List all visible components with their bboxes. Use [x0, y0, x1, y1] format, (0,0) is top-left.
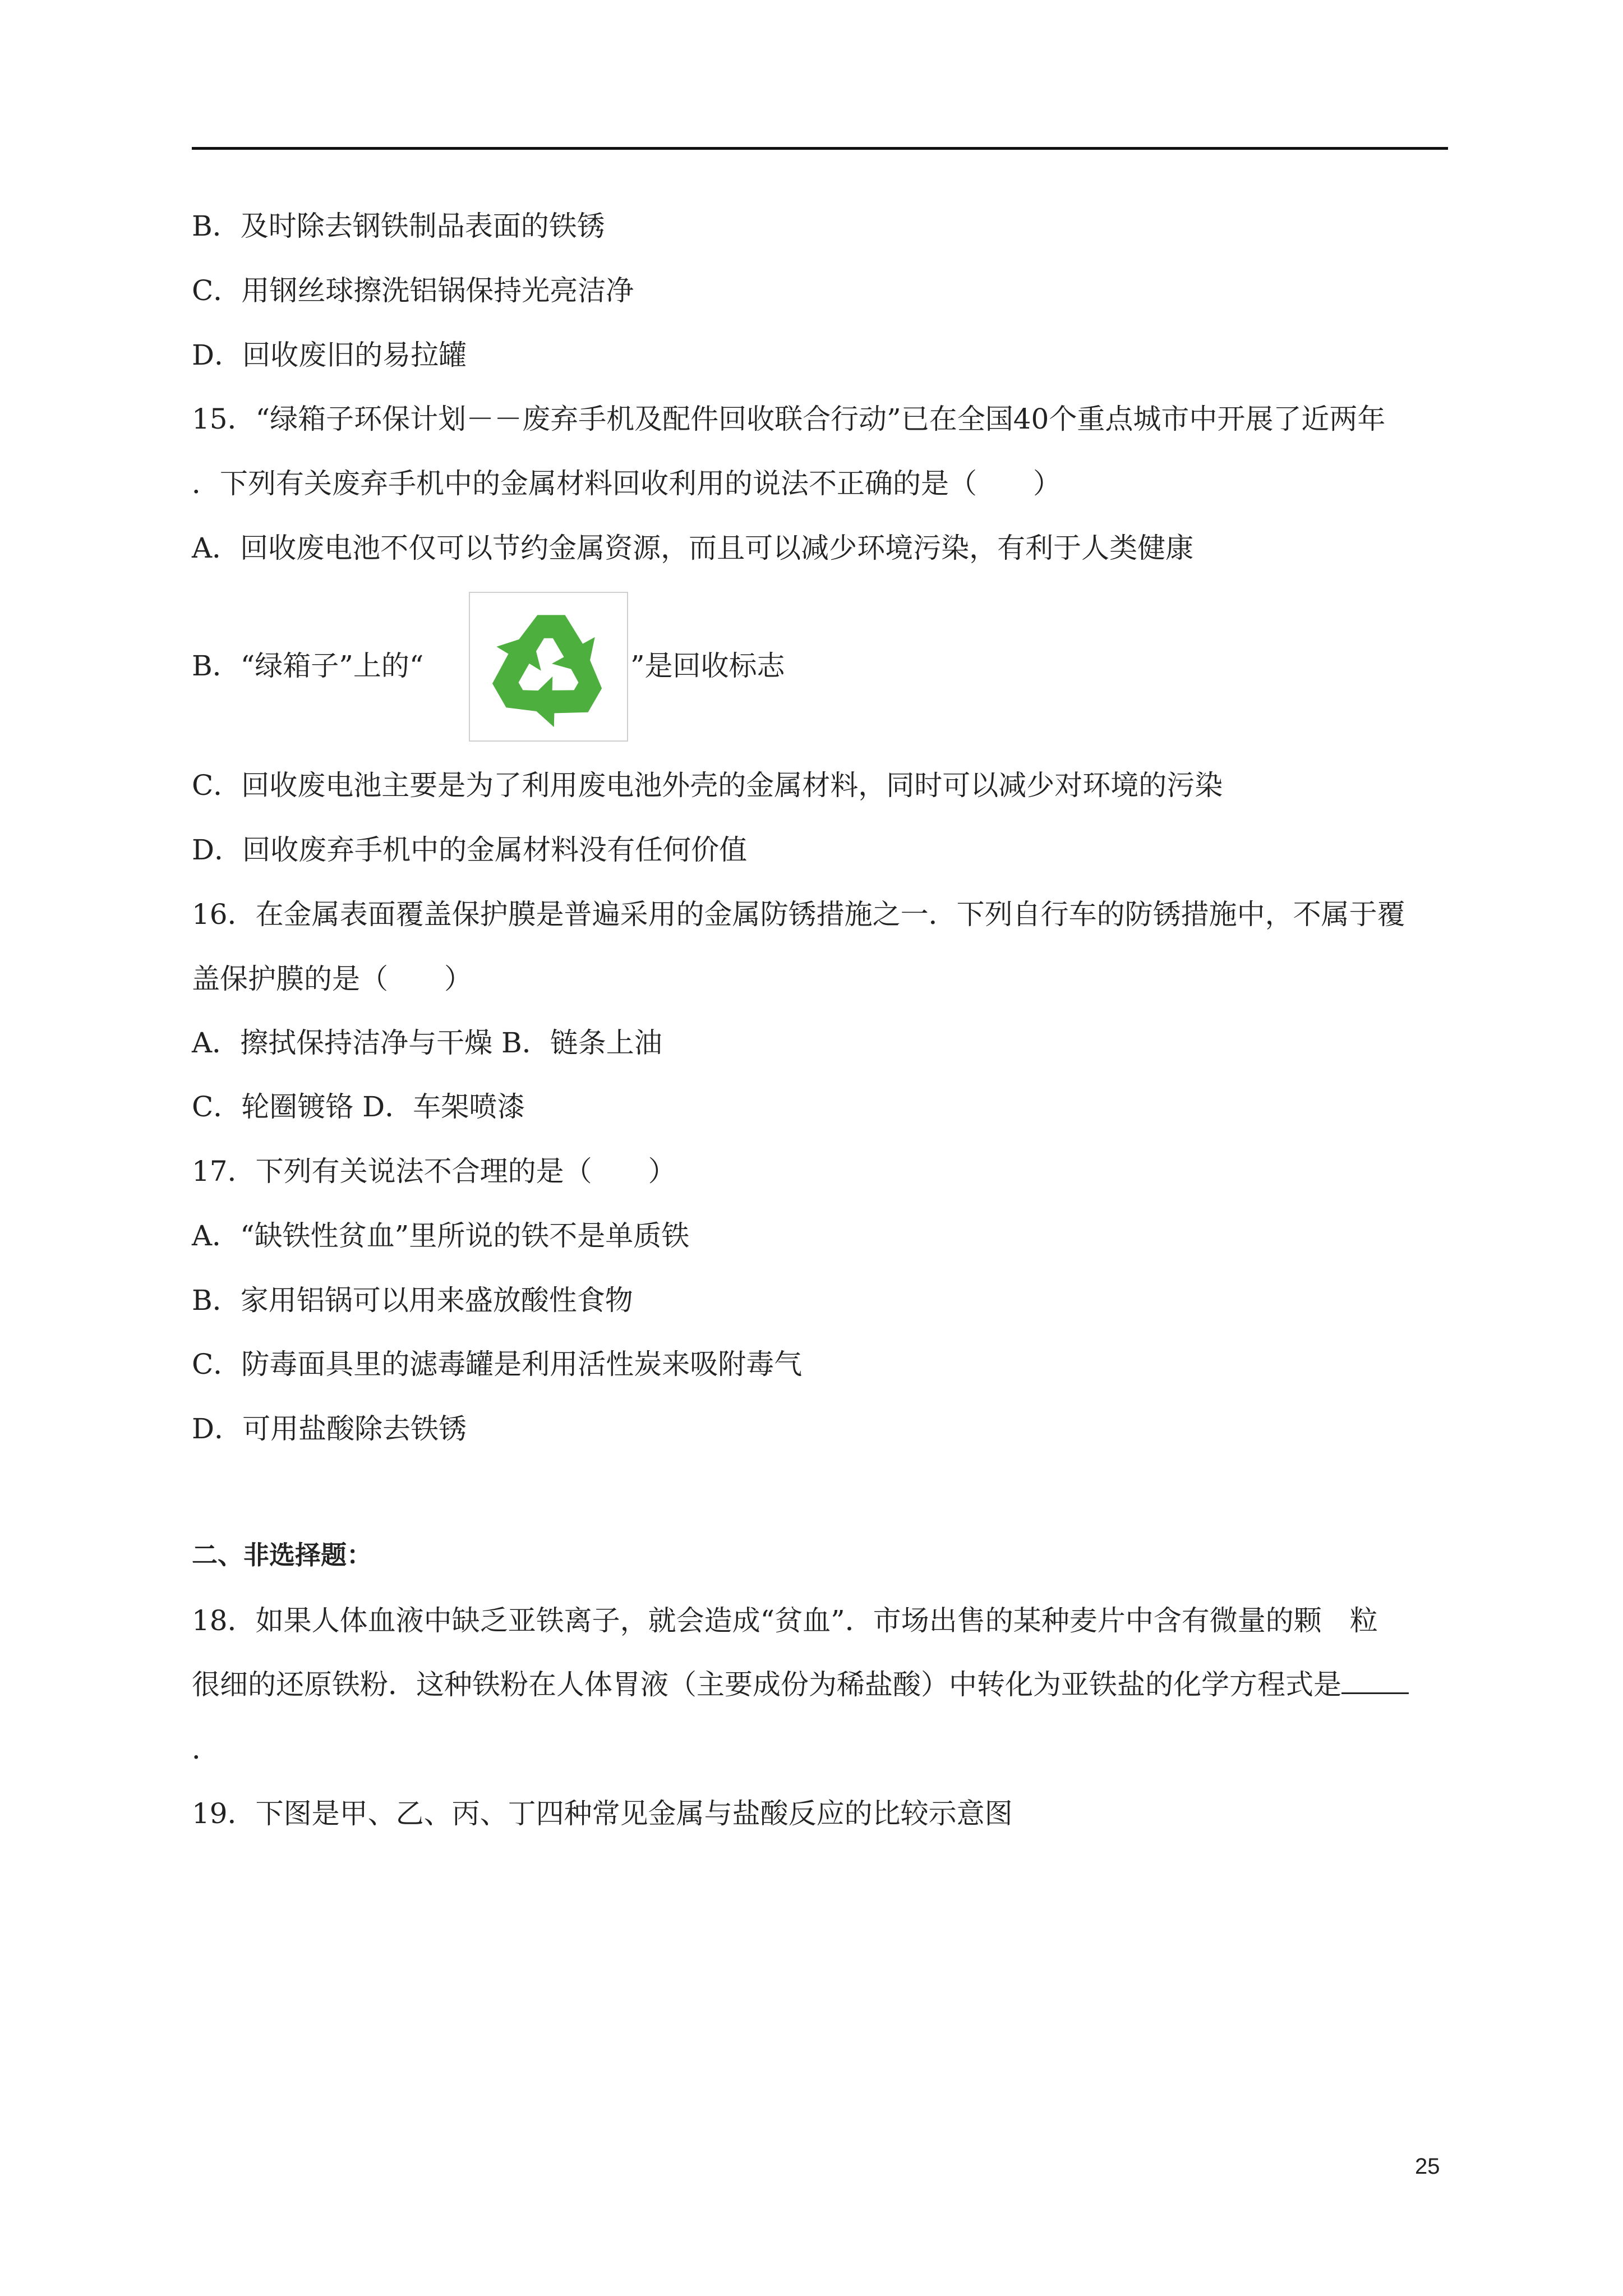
q15-stem-line-1: 15．“绿箱子环保计划－－废弃手机及配件回收联合行动”已在全国40个重点城市中开展了近两年	[192, 403, 1386, 435]
q17-option-b: B．家用铝锅可以用来盛放酸性食物	[192, 1284, 633, 1317]
q14-option-d: D．回收废旧的易拉罐	[192, 339, 467, 371]
q17-stem: 17．下列有关说法不合理的是（ ）	[192, 1155, 676, 1188]
q15-option-b-suffix: ”是回收标志	[630, 650, 785, 682]
recycle-logo	[469, 592, 628, 742]
section-heading: 二、非选择题：	[192, 1540, 372, 1570]
q16-stem-line-1: 16．在金属表面覆盖保护膜是普遍采用的金属防锈措施之一．下列自行车的防锈措施中，不属于覆	[192, 898, 1405, 931]
header-rule	[192, 147, 1448, 150]
q15-option-a: A．回收废电池不仅可以节约金属资源，而且可以减少环境污染，有利于人类健康	[192, 532, 1194, 564]
q18-line-3: ．	[192, 1733, 220, 1765]
recycle-icon	[470, 593, 627, 740]
q17-option-c: C．防毒面具里的滤毒罐是利用活性炭来吸附毒气	[192, 1348, 803, 1381]
q16-stem-line-2: 盖保护膜的是（ ）	[192, 963, 472, 995]
q18-line-2: 很细的还原铁粉．这种铁粉在人体胃液（主要成份为稀盐酸）中转化为亚铁盐的化学方程式是	[192, 1668, 1341, 1701]
q14-option-b: B．及时除去钢铁制品表面的铁锈	[192, 210, 605, 242]
q15-option-b-prefix: B．“绿箱子”上的“	[192, 650, 424, 682]
answer-blank[interactable]	[1341, 1670, 1409, 1694]
q17-option-a: A．“缺铁性贫血”里所说的铁不是单质铁	[192, 1220, 690, 1252]
q17-option-d: D．可用盐酸除去铁锈	[192, 1412, 467, 1445]
q15-option-c: C．回收废电池主要是为了利用废电池外壳的金属材料，同时可以减少对环境的污染	[192, 769, 1223, 802]
q16-options-ab: A．擦拭保持洁净与干燥 B．链条上油	[192, 1027, 662, 1059]
q15-option-d: D．回收废弃手机中的金属材料没有任何价值	[192, 834, 748, 866]
q18-line-1: 18．如果人体血液中缺乏亚铁离子，就会造成“贫血”．市场出售的某种麦片中含有微量的颗 粒	[192, 1604, 1378, 1637]
q15-stem-line-2: ．下列有关废弃手机中的金属材料回收利用的说法不正确的是（ ）	[192, 467, 1061, 500]
page-number: 25	[1415, 2154, 1440, 2179]
q18-line-2-wrap	[192, 1665, 1409, 1704]
q19-stem: 19．下图是甲、乙、丙、丁四种常见金属与盐酸反应的比较示意图	[192, 1797, 1013, 1830]
q16-options-cd: C．轮圈镀铬 D．车架喷漆	[192, 1091, 525, 1123]
q14-option-c: C．用钢丝球擦洗铝锅保持光亮洁净	[192, 274, 634, 307]
